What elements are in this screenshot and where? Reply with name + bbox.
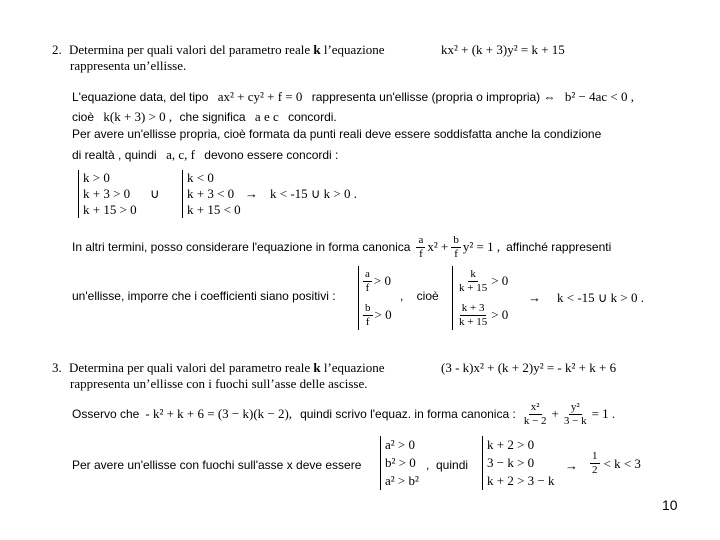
text: Osservo che [72,407,140,421]
fraction [451,234,461,261]
solution-2-line-2 [72,109,337,125]
formula: + [551,406,559,421]
formula: b² − 4ac < 0 , [564,89,634,104]
result-3 [590,450,641,477]
arrow-symbol: → [528,290,541,305]
numerator: a [365,267,370,280]
question-tail: l’equazione [323,42,385,57]
text: affinché rappresenti [506,240,612,254]
denominator: f [365,315,370,328]
system-k-bounds [482,436,555,490]
system-row: a² > 0 [385,437,415,452]
text: di realtà , quindi [72,148,157,162]
fraction [416,234,425,261]
solution-2-line-3: Per avere un'ellisse propria, cioè formata da punti reali deve essere soddisfatta anche la condizione [72,127,602,141]
system-row: k + 3 > 0 [83,186,131,201]
formula: = 1 . [591,406,616,421]
solution-2-line-6: un'ellisse, imporre che i coefficienti siano positivi : [72,289,336,303]
numerator: b [453,233,459,246]
system-row: k < 0 [187,170,214,185]
solution-2-line-5 [72,232,611,262]
system-row: k > 0 [83,170,110,185]
numerator: x² [530,400,540,413]
text: quindi scrivo l'equaz. in forma canonica : [300,407,516,421]
inequality: > 0 [491,307,509,322]
denominator: f [365,281,370,294]
fraction [457,268,489,295]
union-symbol: ∪ [150,186,160,201]
parameter-k: k [313,360,321,375]
inequality: > 0 [374,307,392,322]
system-negative [182,170,241,218]
system-k [452,266,517,330]
formula: ax² + cy² + f = 0 [217,89,303,104]
text: che significa [179,110,246,124]
system-row: a² > b² [385,473,419,488]
denominator: 2 [592,464,598,476]
solution-2-line-4 [72,147,338,163]
result-2b: k < -15 ∪ k > 0 . [557,290,645,305]
denominator: 3 − k [563,414,587,427]
solution-2-line-1 [72,89,634,105]
question-text: Determina per quali valori del parametro reale [69,360,311,375]
solution-3-line-2: Per avere un'ellisse con fuochi sull'asse x deve essere [72,458,362,472]
denominator: k + 15 [459,281,488,294]
problem-3-question-line2: rappresenta un’ellisse con i fuochi sull’asse delle ascisse. [70,376,368,391]
system-row [457,300,517,330]
formula: - k² + k + 6 = (3 − k)(k − 2), [145,406,293,421]
system-coefficients [358,266,403,330]
fraction [522,401,549,428]
formula: a e c [254,109,279,124]
quindi-text: , quindi [426,458,469,472]
problem-number: 3. [52,360,62,375]
numerator: b [365,301,371,314]
formula: x² + [427,239,449,254]
problem-number: 2. [52,42,62,57]
arrow-symbol: → [565,458,578,473]
system-row: k + 15 > 0 [83,202,137,217]
text: rappresenta un'ellisse (propria o impropria) ⇔ [311,90,556,104]
problem-2-question-line2: rappresenta un’ellisse. [70,58,187,73]
denominator: f [454,247,458,260]
numerator: 1 [592,450,598,462]
numerator: k [470,267,476,280]
system-row: k + 2 > 3 − k [487,473,555,488]
fraction [363,268,372,295]
result-2a: k < -15 ∪ k > 0 . [270,186,358,201]
system-row: 3 − k > 0 [487,455,535,470]
fraction [562,401,589,428]
problem-2-question [52,42,384,58]
fraction [457,302,489,329]
inequality: < k < 3 [603,455,641,471]
problem-3-question [52,360,384,376]
page-number: 10 [662,497,678,513]
system-positive [78,170,137,218]
formula: a, c, f [166,147,195,162]
numerator: a [418,233,424,246]
text: In altri termini, posso considerare l'equazione in forma canonica [72,240,411,254]
system-row [363,300,403,330]
formula: y² = 1 , [462,239,501,254]
denominator: f [419,247,423,260]
fraction [363,302,373,329]
system-row: k + 2 > 0 [487,437,535,452]
inequality: > 0 [373,273,391,288]
inequality: > 0 [491,273,509,288]
problem-2-equation: kx² + (k + 3)y² = k + 15 [441,42,565,57]
denominator: k − 2 [523,414,547,427]
numerator: k + 3 [461,301,485,314]
arrow-symbol: → [245,186,258,201]
system-row: k + 15 < 0 [187,202,241,217]
text: cioè [72,110,95,124]
system-row [457,266,517,296]
denominator: k + 15 [459,315,488,328]
question-tail: l’equazione [323,360,385,375]
formula: k(k + 3) > 0 , [103,109,173,124]
cioe-text: , cioè [400,289,439,303]
problem-3-equation: (3 - k)x² + (k + 2)y² = - k² + k + 6 [441,360,617,375]
text: concordi. [288,110,337,124]
system-row: k + 3 < 0 [187,186,235,201]
parameter-k: k [313,42,321,57]
text: devono essere concordi : [204,148,339,162]
system-axes [380,436,419,490]
system-row [363,266,403,296]
numerator: y² [570,400,580,413]
text: L'equazione data, del tipo [72,90,209,104]
fraction [590,450,600,477]
system-row: b² > 0 [385,455,416,470]
solution-3-line-1 [72,396,615,432]
question-text: Determina per quali valori del parametro reale [69,42,311,57]
